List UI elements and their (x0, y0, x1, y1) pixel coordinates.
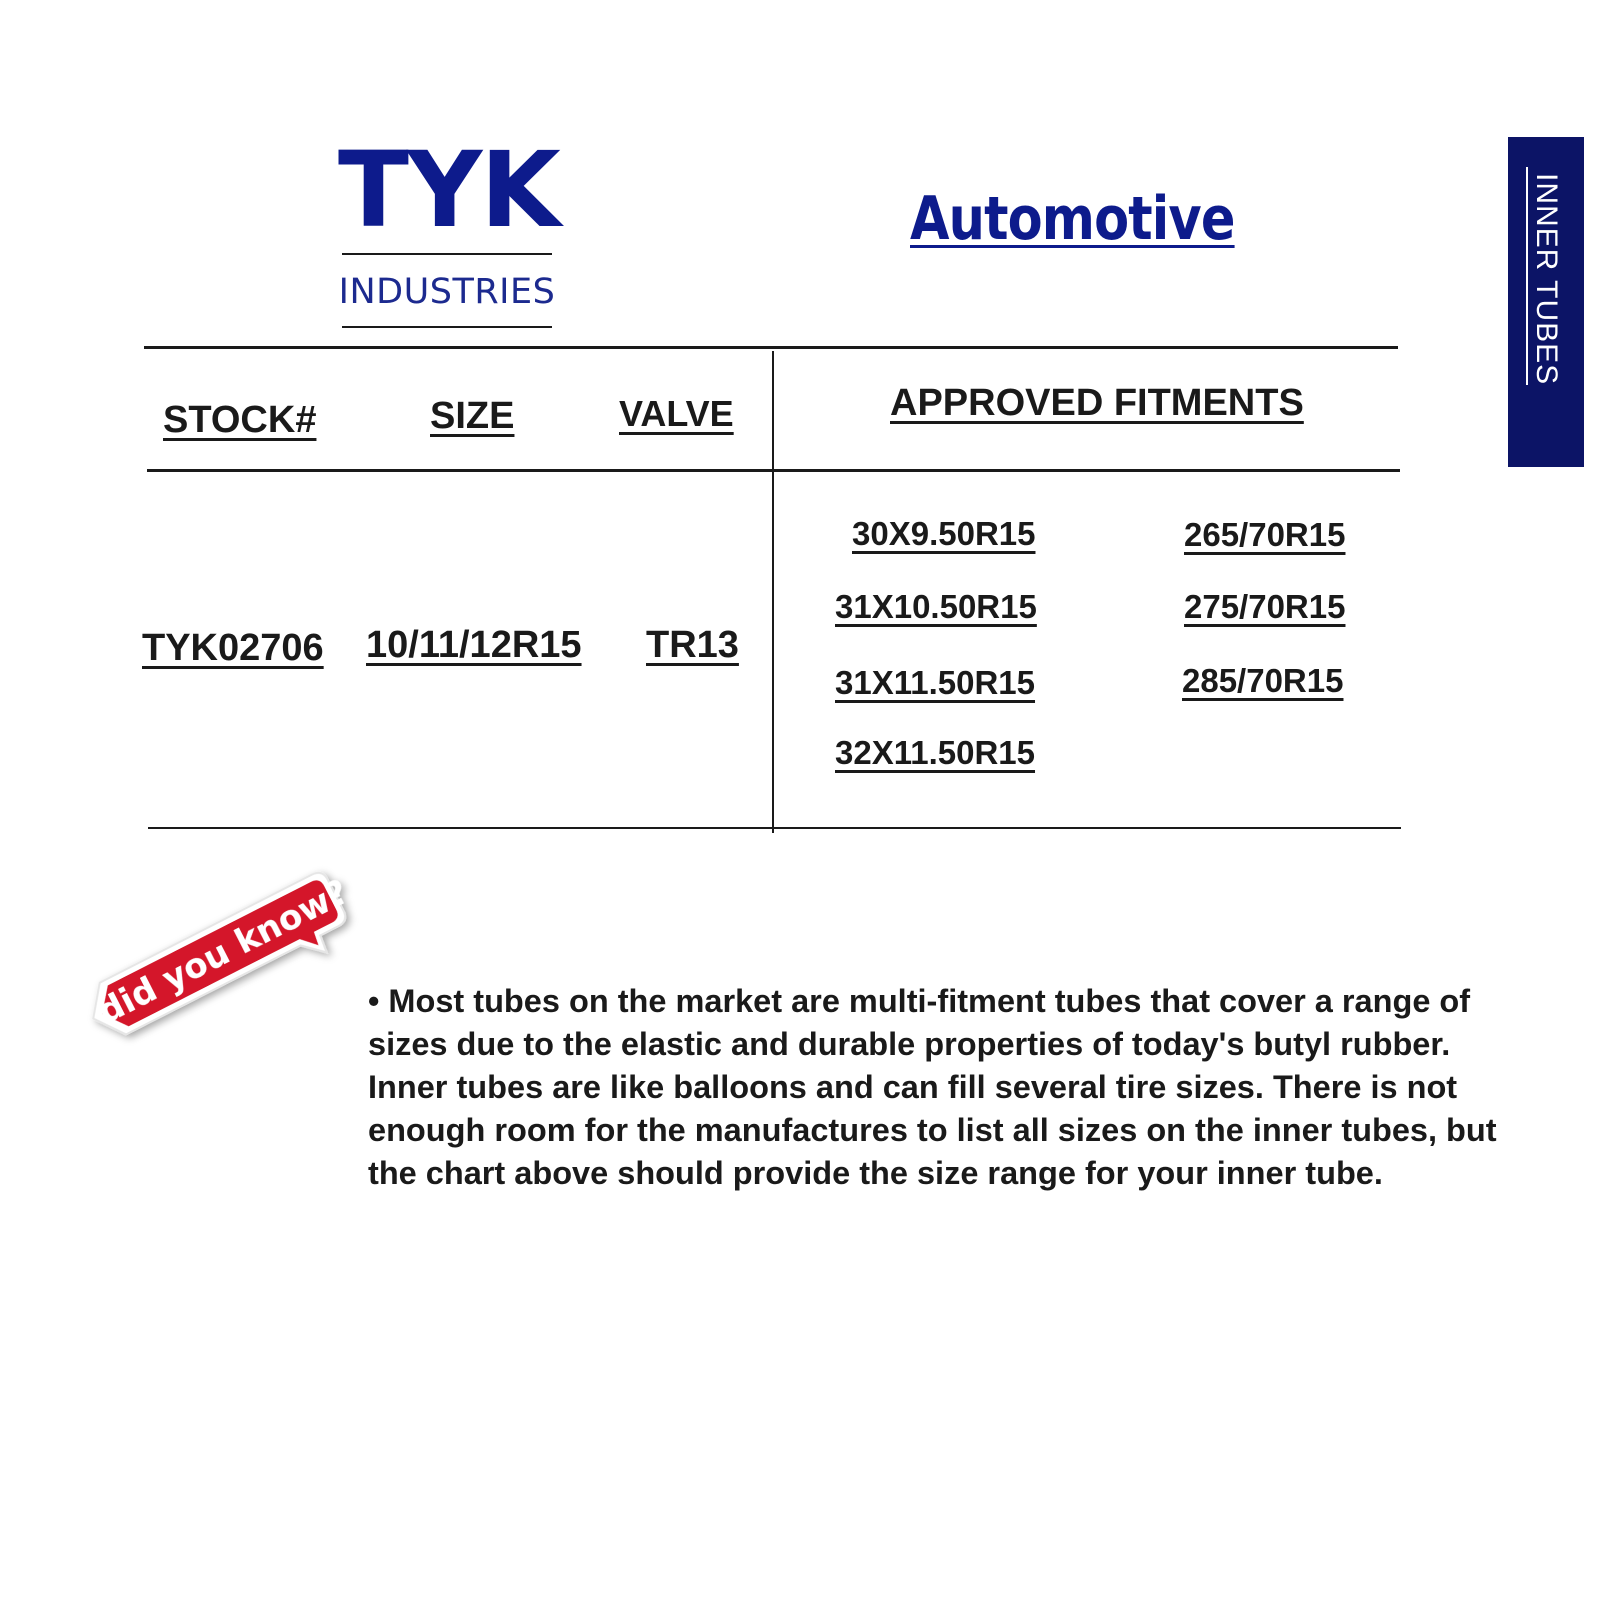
brand-logo-text: TYK (338, 129, 559, 251)
logo-top-rule (342, 253, 552, 255)
header-size: SIZE (430, 395, 515, 437)
side-tab-label: INNER TUBES (1530, 173, 1563, 386)
header-valve: VALVE (619, 393, 734, 434)
cell-stock-number: TYK02706 (142, 627, 324, 669)
did-you-know-badge (68, 860, 368, 1050)
fitment-item: 265/70R15 (1184, 516, 1346, 553)
fitment-item: 32X11.50R15 (835, 734, 1036, 771)
side-tab-rule (1526, 167, 1528, 385)
fitment-item: 30X9.50R15 (852, 515, 1036, 552)
brand-logo-subtitle: INDUSTRIES (338, 272, 556, 312)
side-tab-label-wrap (1508, 137, 1584, 467)
header-approved-fitments: APPROVED FITMENTS (890, 382, 1304, 424)
side-tab (1508, 137, 1584, 467)
cell-valve: TR13 (646, 624, 739, 666)
fitment-item: 31X10.50R15 (835, 588, 1037, 625)
cell-size: 10/11/12R15 (366, 624, 582, 666)
header-stock: STOCK# (163, 399, 317, 441)
table-column-divider (772, 351, 774, 833)
category-title: Automotive (910, 184, 1235, 254)
logo-bottom-rule (342, 326, 552, 328)
fact-paragraph: • Most tubes on the market are multi-fitment tubes that cover a range of sizes due to the elastic and durable properties of today's butyl rubber. Inner tubes are like balloons and can fill several tire sizes. There is not enough room for the manufactures to list all sizes on the inner tubes, but the chart above should provide the size range for your inner tube. (368, 983, 1497, 1191)
fitment-item: 285/70R15 (1182, 662, 1344, 699)
badge-text: did you know? (91, 872, 355, 1033)
table-top-rule (144, 346, 1398, 349)
fitment-item: 275/70R15 (1184, 588, 1346, 625)
table-bottom-rule (148, 827, 1401, 829)
fitment-item: 31X11.50R15 (835, 664, 1036, 701)
